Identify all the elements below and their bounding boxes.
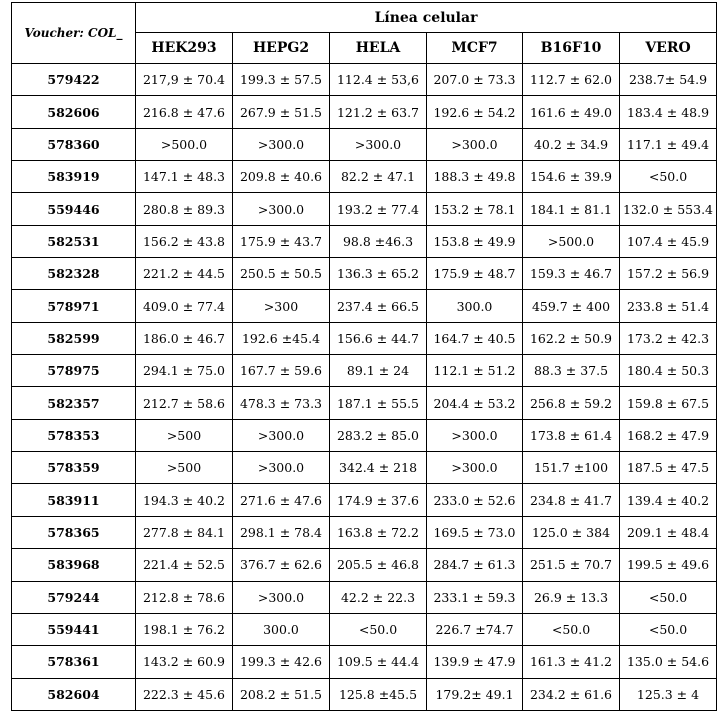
- value-cell-hela: 237.4 ± 66.5: [330, 290, 427, 322]
- value-cell-b16f10: 40.2 ± 34.9: [523, 128, 620, 160]
- value-cell-vero: 159.8 ± 67.5: [620, 387, 717, 419]
- value-cell-hela: 283.2 ± 85.0: [330, 419, 427, 451]
- voucher-cell: 578359: [12, 452, 136, 484]
- value-cell-mcf7: >300.0: [427, 419, 523, 451]
- table-row: [12, 322, 717, 354]
- value-cell-mcf7: >300.0: [427, 128, 523, 160]
- value-cell-hek293: 212.7 ± 58.6: [136, 387, 233, 419]
- value-cell-hepg2: >300.0: [233, 419, 330, 451]
- value-cell-vero: <50.0: [620, 161, 717, 193]
- value-cell-b16f10: 88.3 ± 37.5: [523, 355, 620, 387]
- table-row: [12, 290, 717, 322]
- value-cell-hek293: 221.4 ± 52.5: [136, 549, 233, 581]
- voucher-cell: 583911: [12, 484, 136, 516]
- value-cell-hela: 163.8 ± 72.2: [330, 516, 427, 548]
- value-cell-hepg2: 271.6 ± 47.6: [233, 484, 330, 516]
- value-cell-mcf7: 233.1 ± 59.3: [427, 581, 523, 613]
- voucher-cell: 578361: [12, 646, 136, 678]
- value-cell-mcf7: 226.7 ±74.7: [427, 613, 523, 645]
- value-cell-mcf7: >300.0: [427, 452, 523, 484]
- value-cell-hela: 205.5 ± 46.8: [330, 549, 427, 581]
- table-row: [12, 581, 717, 613]
- value-cell-b16f10: 251.5 ± 70.7: [523, 549, 620, 581]
- value-cell-mcf7: 192.6 ± 54.2: [427, 96, 523, 128]
- value-cell-hek293: >500: [136, 419, 233, 451]
- value-cell-hela: 156.6 ± 44.7: [330, 322, 427, 354]
- value-cell-hepg2: 478.3 ± 73.3: [233, 387, 330, 419]
- value-cell-hepg2: 199.3 ± 42.6: [233, 646, 330, 678]
- value-cell-hek293: 143.2 ± 60.9: [136, 646, 233, 678]
- table-row: [12, 678, 717, 710]
- value-cell-b16f10: 112.7 ± 62.0: [523, 64, 620, 96]
- value-cell-hela: 136.3 ± 65.2: [330, 258, 427, 290]
- value-cell-mcf7: 164.7 ± 40.5: [427, 322, 523, 354]
- value-cell-b16f10: 125.0 ± 384: [523, 516, 620, 548]
- table-row: [12, 613, 717, 645]
- value-cell-vero: 180.4 ± 50.3: [620, 355, 717, 387]
- value-cell-hela: 98.8 ±46.3: [330, 225, 427, 257]
- value-cell-b16f10: 26.9 ± 13.3: [523, 581, 620, 613]
- value-cell-hepg2: 208.2 ± 51.5: [233, 678, 330, 710]
- value-cell-hek293: 198.1 ± 76.2: [136, 613, 233, 645]
- table-row: [12, 64, 717, 96]
- value-cell-b16f10: 161.3 ± 41.2: [523, 646, 620, 678]
- value-cell-hepg2: 250.5 ± 50.5: [233, 258, 330, 290]
- value-cell-vero: 117.1 ± 49.4: [620, 128, 717, 160]
- table-row: [12, 258, 717, 290]
- voucher-cell: 578360: [12, 128, 136, 160]
- value-cell-vero: 209.1 ± 48.4: [620, 516, 717, 548]
- voucher-cell: 582328: [12, 258, 136, 290]
- value-cell-hepg2: 167.7 ± 59.6: [233, 355, 330, 387]
- value-cell-hek293: 294.1 ± 75.0: [136, 355, 233, 387]
- value-cell-hek293: >500.0: [136, 128, 233, 160]
- value-cell-b16f10: 234.8 ± 41.7: [523, 484, 620, 516]
- table-row: [12, 193, 717, 225]
- value-cell-hek293: 217,9 ± 70.4: [136, 64, 233, 96]
- value-cell-vero: 125.3 ± 4: [620, 678, 717, 710]
- value-cell-mcf7: 153.2 ± 78.1: [427, 193, 523, 225]
- table-row: [12, 484, 717, 516]
- voucher-cell: 579422: [12, 64, 136, 96]
- value-cell-b16f10: <50.0: [523, 613, 620, 645]
- value-cell-hela: 89.1 ± 24: [330, 355, 427, 387]
- table-row: [12, 452, 717, 484]
- column-header-mcf7: MCF7: [427, 33, 523, 64]
- voucher-cell: 582606: [12, 96, 136, 128]
- value-cell-mcf7: 284.7 ± 61.3: [427, 549, 523, 581]
- value-cell-hek293: 409.0 ± 77.4: [136, 290, 233, 322]
- column-header-hela: HELA: [330, 33, 427, 64]
- column-header-hek293: HEK293: [136, 33, 233, 64]
- voucher-cell: 578975: [12, 355, 136, 387]
- table-row: [12, 516, 717, 548]
- value-cell-mcf7: 175.9 ± 48.7: [427, 258, 523, 290]
- value-cell-b16f10: 162.2 ± 50.9: [523, 322, 620, 354]
- value-cell-b16f10: 184.1 ± 81.1: [523, 193, 620, 225]
- table-row: [12, 225, 717, 257]
- value-cell-hepg2: 298.1 ± 78.4: [233, 516, 330, 548]
- value-cell-hepg2: >300.0: [233, 193, 330, 225]
- value-cell-hela: 42.2 ± 22.3: [330, 581, 427, 613]
- value-cell-vero: 132.0 ± 553.4: [620, 193, 717, 225]
- table-row: [12, 96, 717, 128]
- value-cell-hek293: >500: [136, 452, 233, 484]
- value-cell-mcf7: 300.0: [427, 290, 523, 322]
- table-row: [12, 387, 717, 419]
- value-cell-mcf7: 207.0 ± 73.3: [427, 64, 523, 96]
- voucher-header: Voucher: COL_: [12, 3, 136, 64]
- value-cell-hela: 125.8 ±45.5: [330, 678, 427, 710]
- value-cell-hela: 174.9 ± 37.6: [330, 484, 427, 516]
- value-cell-hela: 82.2 ± 47.1: [330, 161, 427, 193]
- value-cell-mcf7: 204.4 ± 53.2: [427, 387, 523, 419]
- value-cell-vero: <50.0: [620, 581, 717, 613]
- value-cell-vero: 183.4 ± 48.9: [620, 96, 717, 128]
- value-cell-vero: 168.2 ± 47.9: [620, 419, 717, 451]
- voucher-cell: 578971: [12, 290, 136, 322]
- value-cell-b16f10: 161.6 ± 49.0: [523, 96, 620, 128]
- value-cell-b16f10: >500.0: [523, 225, 620, 257]
- value-cell-mcf7: 188.3 ± 49.8: [427, 161, 523, 193]
- value-cell-mcf7: 179.2± 49.1: [427, 678, 523, 710]
- table-row: [12, 128, 717, 160]
- voucher-cell: 582357: [12, 387, 136, 419]
- value-cell-hela: 187.1 ± 55.5: [330, 387, 427, 419]
- table-row: [12, 161, 717, 193]
- value-cell-hek293: 147.1 ± 48.3: [136, 161, 233, 193]
- table-row: [12, 355, 717, 387]
- value-cell-hela: 109.5 ± 44.4: [330, 646, 427, 678]
- value-cell-b16f10: 151.7 ±100: [523, 452, 620, 484]
- column-header-hepg2: HEPG2: [233, 33, 330, 64]
- value-cell-vero: 187.5 ± 47.5: [620, 452, 717, 484]
- value-cell-mcf7: 169.5 ± 73.0: [427, 516, 523, 548]
- voucher-cell: 583919: [12, 161, 136, 193]
- value-cell-hepg2: >300: [233, 290, 330, 322]
- voucher-cell: 578353: [12, 419, 136, 451]
- value-cell-mcf7: 112.1 ± 51.2: [427, 355, 523, 387]
- voucher-cell: 582604: [12, 678, 136, 710]
- voucher-cell: 582531: [12, 225, 136, 257]
- value-cell-hek293: 280.8 ± 89.3: [136, 193, 233, 225]
- value-cell-vero: 135.0 ± 54.6: [620, 646, 717, 678]
- value-cell-hek293: 194.3 ± 40.2: [136, 484, 233, 516]
- voucher-cell: 582599: [12, 322, 136, 354]
- value-cell-hek293: 277.8 ± 84.1: [136, 516, 233, 548]
- table-row: [12, 646, 717, 678]
- value-cell-hepg2: 376.7 ± 62.6: [233, 549, 330, 581]
- value-cell-hela: 112.4 ± 53,6: [330, 64, 427, 96]
- value-cell-hepg2: >300.0: [233, 452, 330, 484]
- header-row-group: [12, 3, 717, 33]
- value-cell-mcf7: 153.8 ± 49.9: [427, 225, 523, 257]
- value-cell-hek293: 222.3 ± 45.6: [136, 678, 233, 710]
- voucher-cell: 578365: [12, 516, 136, 548]
- value-cell-vero: 233.8 ± 51.4: [620, 290, 717, 322]
- value-cell-hek293: 221.2 ± 44.5: [136, 258, 233, 290]
- value-cell-b16f10: 459.7 ± 400: [523, 290, 620, 322]
- value-cell-hek293: 156.2 ± 43.8: [136, 225, 233, 257]
- value-cell-hek293: 216.8 ± 47.6: [136, 96, 233, 128]
- value-cell-b16f10: 234.2 ± 61.6: [523, 678, 620, 710]
- table-row: [12, 419, 717, 451]
- voucher-cell: 559441: [12, 613, 136, 645]
- value-cell-mcf7: 233.0 ± 52.6: [427, 484, 523, 516]
- value-cell-hepg2: 192.6 ±45.4: [233, 322, 330, 354]
- cell-line-group-header: Línea celular: [136, 3, 717, 33]
- voucher-cell: 579244: [12, 581, 136, 613]
- value-cell-vero: <50.0: [620, 613, 717, 645]
- value-cell-hepg2: 175.9 ± 43.7: [233, 225, 330, 257]
- value-cell-hela: 121.2 ± 63.7: [330, 96, 427, 128]
- value-cell-mcf7: 139.9 ± 47.9: [427, 646, 523, 678]
- voucher-cell: 559446: [12, 193, 136, 225]
- value-cell-vero: 199.5 ± 49.6: [620, 549, 717, 581]
- column-header-b16f10: B16F10: [523, 33, 620, 64]
- value-cell-vero: 139.4 ± 40.2: [620, 484, 717, 516]
- value-cell-hepg2: 209.8 ± 40.6: [233, 161, 330, 193]
- value-cell-hepg2: 267.9 ± 51.5: [233, 96, 330, 128]
- cytotoxicity-table: [11, 2, 717, 711]
- value-cell-b16f10: 173.8 ± 61.4: [523, 419, 620, 451]
- value-cell-hek293: 212.8 ± 78.6: [136, 581, 233, 613]
- value-cell-hepg2: 199.3 ± 57.5: [233, 64, 330, 96]
- value-cell-vero: 107.4 ± 45.9: [620, 225, 717, 257]
- value-cell-hela: 193.2 ± 77.4: [330, 193, 427, 225]
- value-cell-hela: 342.4 ± 218: [330, 452, 427, 484]
- value-cell-hepg2: >300.0: [233, 128, 330, 160]
- value-cell-hela: >300.0: [330, 128, 427, 160]
- value-cell-hela: <50.0: [330, 613, 427, 645]
- value-cell-b16f10: 159.3 ± 46.7: [523, 258, 620, 290]
- value-cell-vero: 173.2 ± 42.3: [620, 322, 717, 354]
- voucher-cell: 583968: [12, 549, 136, 581]
- value-cell-b16f10: 256.8 ± 59.2: [523, 387, 620, 419]
- table-row: [12, 549, 717, 581]
- table-body: [12, 64, 717, 711]
- value-cell-hepg2: >300.0: [233, 581, 330, 613]
- value-cell-vero: 157.2 ± 56.9: [620, 258, 717, 290]
- value-cell-b16f10: 154.6 ± 39.9: [523, 161, 620, 193]
- column-header-vero: VERO: [620, 33, 717, 64]
- value-cell-hepg2: 300.0: [233, 613, 330, 645]
- value-cell-vero: 238.7± 54.9: [620, 64, 717, 96]
- value-cell-hek293: 186.0 ± 46.7: [136, 322, 233, 354]
